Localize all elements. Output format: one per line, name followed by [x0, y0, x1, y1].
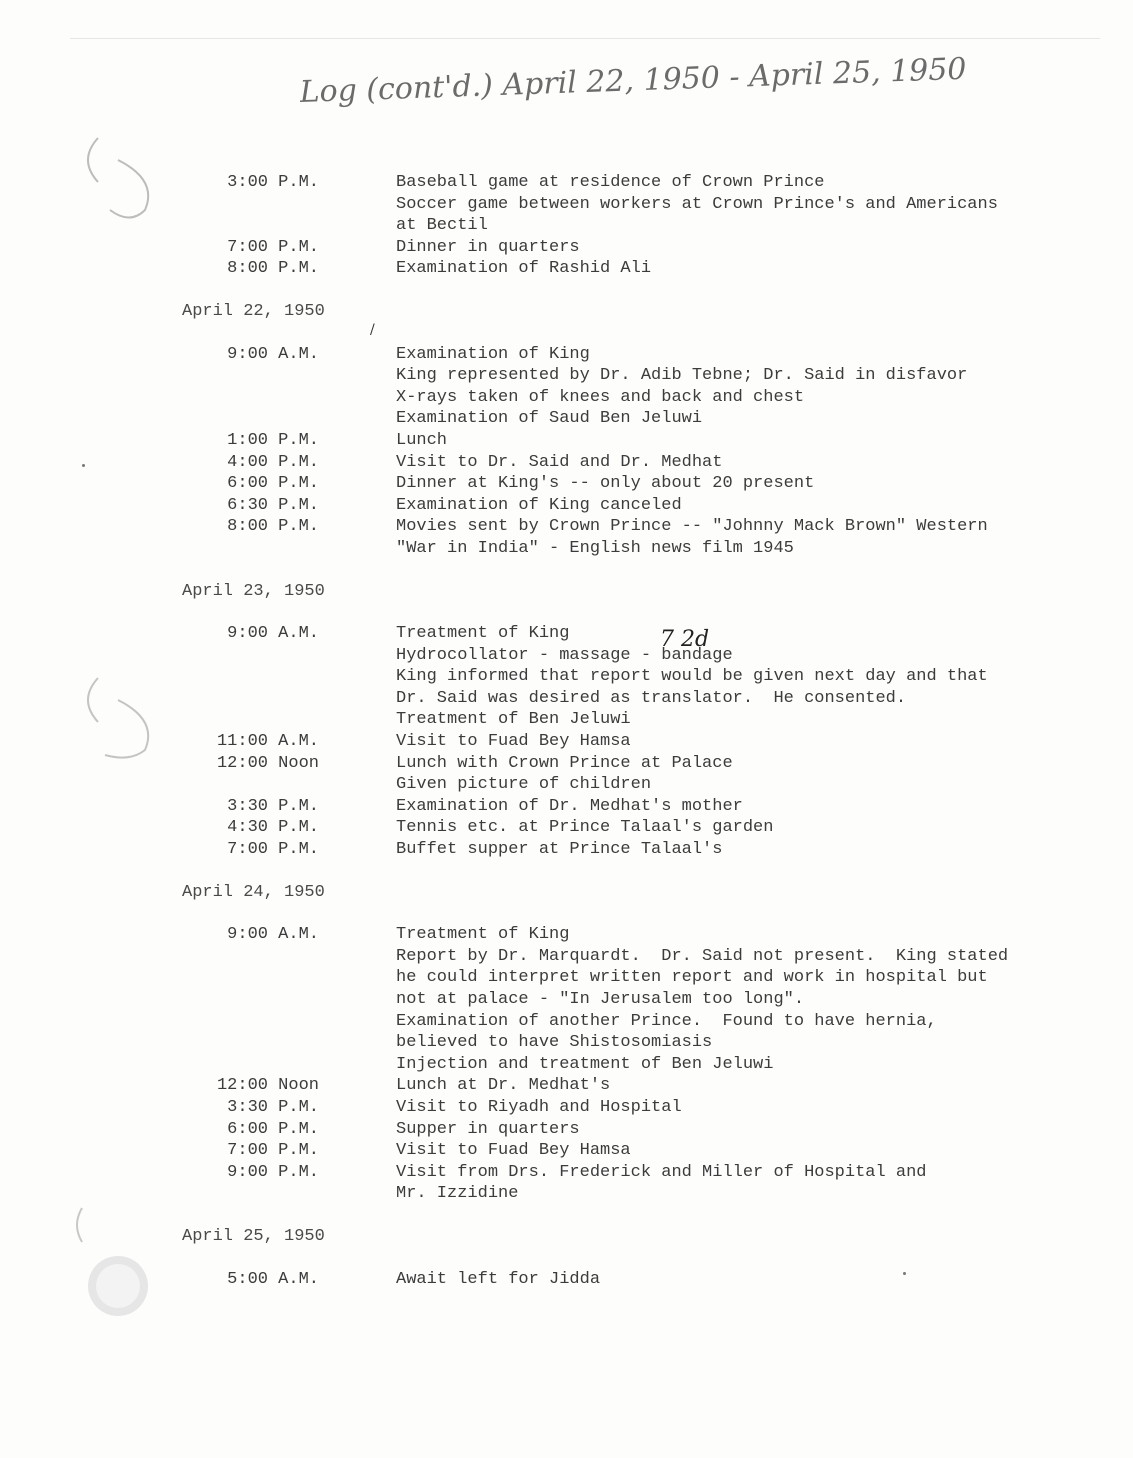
entry-time: 5:00 A.M.	[227, 1269, 319, 1289]
entry-line: Mr. Izzidine	[396, 1184, 519, 1204]
log-day	[0, 1226, 1133, 1290]
entry-line: Supper in quarters	[396, 1119, 580, 1139]
entry-line: Visit from Drs. Frederick and Miller of Hospital and	[396, 1162, 927, 1182]
entry-text	[396, 817, 1056, 839]
entry-line: Dinner at King's -- only about 20 present	[396, 474, 815, 494]
entry-time: 8:00 P.M.	[227, 517, 319, 537]
entry-text	[396, 452, 1056, 474]
log-day	[0, 301, 1133, 560]
log-entry	[0, 430, 1133, 452]
day-date: April 22, 1950	[182, 301, 325, 321]
entry-line: Report by Dr. Marquardt. Dr. Said not present. King stated	[396, 946, 1009, 966]
entry-text	[396, 495, 1056, 517]
log-entry	[0, 1119, 1133, 1141]
entry-time: 9:00 A.M.	[227, 925, 319, 945]
log-entry	[0, 258, 1133, 280]
entry-line: "War in India" - English news film 1945	[396, 538, 794, 558]
entry-time: 7:00 P.M.	[227, 237, 319, 257]
entry-line: Await left for Jidda	[396, 1269, 601, 1289]
entry-line: Given picture of children	[396, 775, 652, 795]
entry-text	[396, 623, 1056, 731]
entry-text	[396, 1269, 1056, 1291]
entry-line: Visit to Fuad Bey Hamsa	[396, 732, 631, 752]
entry-line: Examination of Saud Ben Jeluwi	[396, 409, 703, 429]
entry-time: 7:00 P.M.	[227, 840, 319, 860]
entry-line: Examination of Rashid Ali	[396, 259, 652, 279]
entry-text	[396, 430, 1056, 452]
entry-line: Examination of King	[396, 344, 590, 364]
log-entry	[0, 924, 1133, 1075]
handwritten-title	[300, 56, 1000, 126]
entry-time: 6:30 P.M.	[227, 495, 319, 515]
entry-line: not at palace - "In Jerusalem too long".	[396, 990, 805, 1009]
log-entry	[0, 237, 1133, 259]
entry-text	[396, 473, 1056, 495]
entry-line: he could interpret written report and work in hospital but	[396, 968, 988, 988]
log-entry	[0, 1269, 1133, 1291]
entry-line: at Bectil	[396, 216, 488, 236]
entry-line: Dr. Said was desired as translator. He consented.	[396, 688, 907, 708]
log-entry	[0, 516, 1133, 559]
entry-text	[396, 237, 1056, 259]
log-entry	[0, 839, 1133, 861]
entry-time: 9:00 A.M.	[227, 344, 319, 364]
entry-line: Examination of Dr. Medhat's mother	[396, 796, 743, 816]
entry-line: believed to have Shistosomiasis	[396, 1033, 713, 1053]
entry-text	[396, 924, 1056, 1075]
entry-line: Treatment of King	[396, 925, 570, 945]
entry-line: Hydrocollator - massage - bandage	[396, 645, 733, 665]
log-entry	[0, 1140, 1133, 1162]
log-entry	[0, 1075, 1133, 1097]
entry-line: Soccer game between workers at Crown Prince's and Americans	[396, 194, 998, 214]
entry-time: 4:30 P.M.	[227, 818, 319, 838]
log-entry	[0, 623, 1133, 731]
log-entry	[0, 344, 1133, 430]
log-entry	[0, 753, 1133, 796]
entry-text	[396, 1119, 1056, 1141]
entry-text	[396, 258, 1056, 280]
entry-time: 6:00 P.M.	[227, 474, 319, 494]
entry-time: 9:00 P.M.	[227, 1162, 319, 1182]
entry-time: 8:00 P.M.	[227, 259, 319, 279]
entry-line: Injection and treatment of Ben Jeluwi	[396, 1054, 774, 1074]
entry-time: 12:00 Noon	[216, 753, 319, 773]
entry-line: Movies sent by Crown Prince -- "Johnny Mack Brown" Western	[396, 517, 988, 537]
log-day	[0, 882, 1133, 1205]
entry-text	[396, 796, 1056, 818]
entry-line: Lunch at Dr. Medhat's	[396, 1076, 611, 1096]
entry-time: 3:00 P.M.	[227, 173, 319, 192]
entry-time: 1:00 P.M.	[227, 430, 319, 450]
entry-text	[396, 516, 1056, 559]
entry-line: Visit to Dr. Said and Dr. Medhat	[396, 452, 723, 472]
log-entry	[0, 495, 1133, 517]
pencil-mark: /	[370, 322, 375, 338]
entry-time: 12:00 Noon	[216, 1076, 319, 1096]
entry-text	[396, 1162, 1056, 1205]
log-entries	[0, 172, 1133, 1311]
entry-time: 4:00 P.M.	[227, 452, 319, 472]
log-entry	[0, 1162, 1133, 1205]
entry-time: 11:00 A.M.	[216, 732, 319, 752]
log-entry	[0, 796, 1133, 818]
scan-edge-line	[70, 38, 1100, 39]
entry-line: Examination of another Prince. Found to have hernia,	[396, 1011, 937, 1031]
entry-line: Treatment of Ben Jeluwi	[396, 710, 631, 730]
entry-text	[396, 344, 1056, 430]
entry-line: King represented by Dr. Adib Tebne; Dr. Said in disfavor	[396, 366, 968, 386]
log-continuation	[0, 172, 1133, 280]
entry-line: Tennis etc. at Prince Talaal's garden	[396, 818, 774, 838]
entry-text	[396, 1140, 1056, 1162]
entry-line: Examination of King canceled	[396, 495, 682, 515]
entry-line: King informed that report would be given next day and that	[396, 667, 988, 687]
entry-text	[396, 753, 1056, 796]
entry-time: 9:00 A.M.	[227, 624, 319, 644]
log-entry	[0, 1097, 1133, 1119]
log-entry	[0, 817, 1133, 839]
handwritten-title-text: Log (cont'd.) April 22, 1950 - April 25, 1950	[300, 56, 968, 110]
handwritten-margin-note: 7 2d	[660, 626, 710, 652]
entry-line: X-rays taken of knees and back and chest	[396, 387, 805, 407]
entry-text	[396, 731, 1056, 753]
entry-time: 3:30 P.M.	[227, 796, 319, 816]
log-entry	[0, 731, 1133, 753]
entry-line: Lunch with Crown Prince at Palace	[396, 753, 733, 773]
entry-time: 7:00 P.M.	[227, 1141, 319, 1161]
entry-line: Visit to Fuad Bey Hamsa	[396, 1141, 631, 1161]
entry-line: Treatment of King	[396, 624, 570, 644]
entry-line: Lunch	[396, 430, 448, 450]
log-entry	[0, 473, 1133, 495]
log-entry	[0, 172, 1133, 237]
day-date: April 25, 1950	[182, 1226, 325, 1246]
handwritten-title-svg	[300, 56, 1000, 126]
entry-line: Buffet supper at Prince Talaal's	[396, 840, 723, 860]
entry-line: Baseball game at residence of Crown Prince	[396, 173, 825, 192]
entry-text	[396, 172, 1056, 237]
day-date: April 23, 1950	[182, 581, 325, 601]
entry-text	[396, 1075, 1056, 1097]
entry-line: Visit to Riyadh and Hospital	[396, 1097, 682, 1117]
entry-text	[396, 839, 1056, 861]
log-entry	[0, 452, 1133, 474]
entry-line: Dinner in quarters	[396, 237, 580, 257]
entry-time: 3:30 P.M.	[227, 1097, 319, 1117]
entry-text	[396, 1097, 1056, 1119]
entry-time: 6:00 P.M.	[227, 1119, 319, 1139]
day-date: April 24, 1950	[182, 882, 325, 902]
log-day	[0, 581, 1133, 861]
